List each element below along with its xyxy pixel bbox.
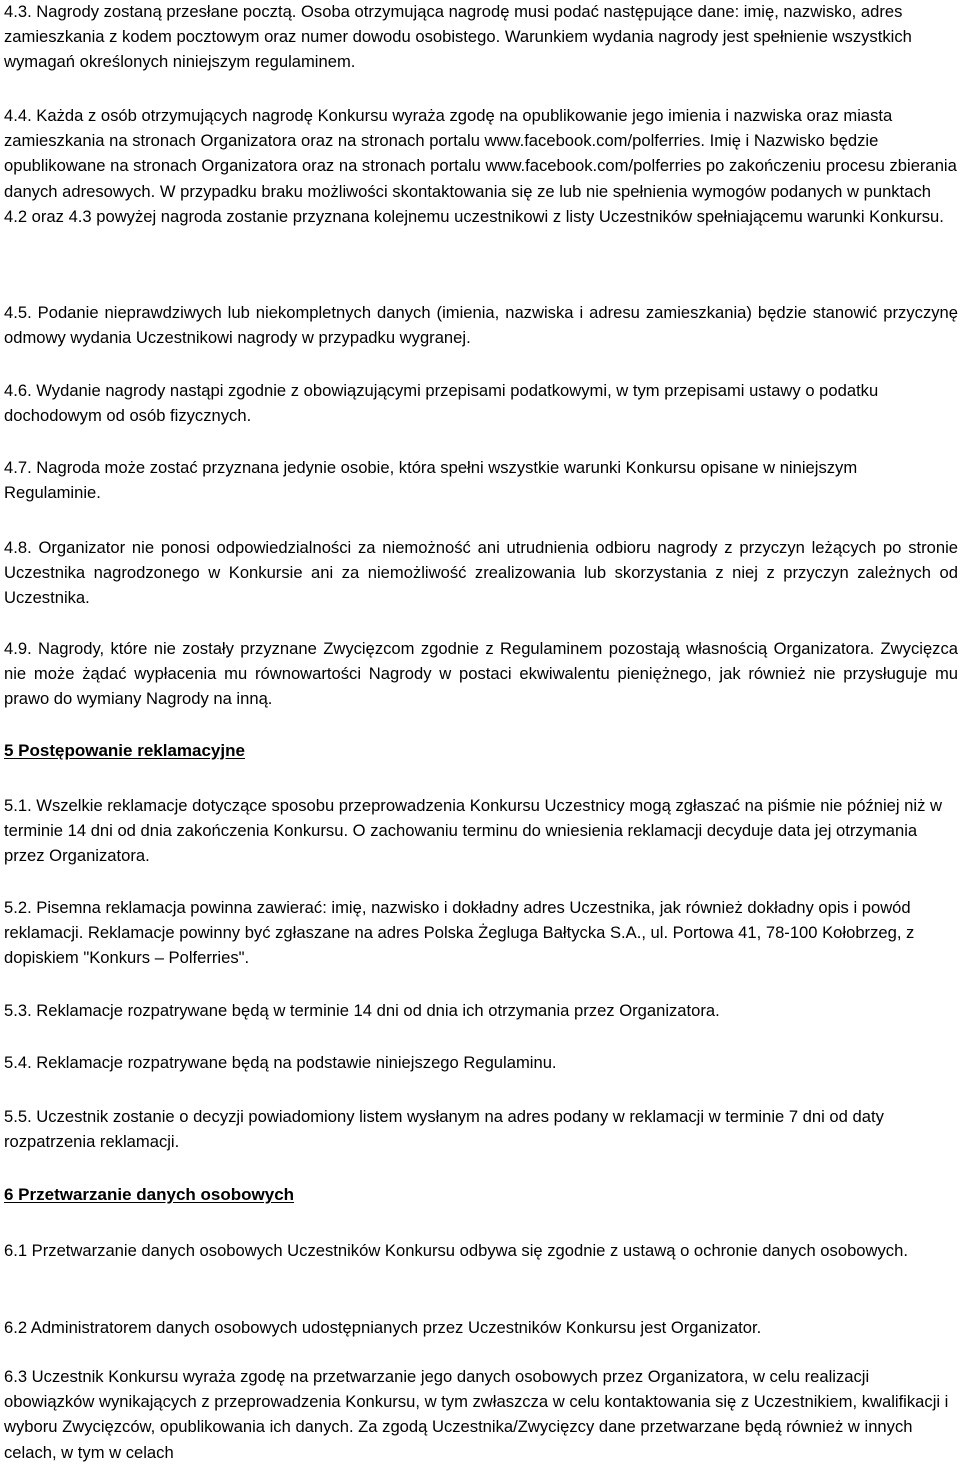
paragraph-6-1: 6.1 Przetwarzanie danych osobowych Uczestników Konkursu odbywa się zgodnie z ustawą o ochronie danych osobowych. [4,1241,908,1260]
section-heading-5: 5 Postępowanie reklamacyjne [4,741,245,760]
paragraph-6-3: 6.3 Uczestnik Konkursu wyraża zgodę na przetwarzanie jego danych osobowych przez Organizatora, w celu realizacji obowiązków wynikających z przeprowadzenia Konkursu, w tym zwłaszcza w celu kontaktowania się z Uczestnikiem, kwalifikacji i wyboru Zwycięzców, opublikowania ich danych. Za zgodą Uczestnika/Zwycięzcy dane przetwarzane będą również w innych celach, w tym w celach [4,1367,949,1462]
paragraph-4-4: 4.4. Każda z osób otrzymujących nagrodę Konkursu wyraża zgodę na opublikowanie jego imienia i nazwiska oraz miasta zamieszkania na stronach Organizatora oraz na stronach portalu www.facebook.com/polferries. Imię i Nazwisko będzie opublikowane na stronach Organizatora oraz na stronach portalu www.facebook.com/polferries po zakończeniu procesu zbierania danych adresowych. W przypadku braku możliwości skontaktowania się ze lub nie spełnienia wymogów podanych w punktach 4.2 oraz 4.3 powyżej nagroda zostanie przyznana kolejnemu uczestnikowi z listy Uczestników spełniającemu warunki Konkursu. [4,106,957,226]
paragraph-5-5: 5.5. Uczestnik zostanie o decyzji powiadomiony listem wysłanym na adres podany w reklamacji w terminie 7 dni od daty rozpatrzenia reklamacji. [4,1107,884,1152]
section-heading-6: 6 Przetwarzanie danych osobowych [4,1185,295,1204]
paragraph-5-3: 5.3. Reklamacje rozpatrywane będą w terminie 14 dni od dnia ich otrzymania przez Organizatora. [4,1001,720,1020]
paragraph-4-8: 4.8. Organizator nie ponosi odpowiedzialności za niemożność ani utrudnienia odbioru nagrody z przyczyn leżących po stronie Uczestnika nagrodzonego w Konkursie ani za niemożliwość zrealizowania lub skorzystania z niej z przyczyn zależnych od Uczestnika. [4,538,958,608]
paragraph-4-9: 4.9. Nagrody, które nie zostały przyznane Zwycięzcom zgodnie z Regulaminem pozostają własnością Organizatora. Zwycięzca nie może żądać wypłacenia mu równowartości Nagrody w postaci ekwiwalentu pieniężnego, jak również nie przysługuje mu prawo do wymiany Nagrody na inną. [4,639,958,709]
paragraph-5-1: 5.1. Wszelkie reklamacje dotyczące sposobu przeprowadzenia Konkursu Uczestnicy mogą zgłaszać na piśmie nie później niż w terminie 14 dni od dnia zakończenia Konkursu. O zachowaniu terminu do wniesienia reklamacji decyduje data jej otrzymania przez Organizatora. [4,796,942,866]
paragraph-5-2: 5.2. Pisemna reklamacja powinna zawierać: imię, nazwisko i dokładny adres Uczestnika, jak również dokładny opis i powód reklamacji. Reklamacje powinny być zgłaszane na adres Polska Żegluga Bałtycka S.A., ul. Portowa 41, 78-100 Kołobrzeg, z dopiskiem "Konkurs – Polferries". [4,898,915,968]
paragraph-5-4: 5.4. Reklamacje rozpatrywane będą na podstawie niniejszego Regulaminu. [4,1053,557,1072]
paragraph-4-5: 4.5. Podanie nieprawdziwych lub niekompletnych danych (imienia, nazwiska i adresu zamieszkania) będzie stanowić przyczynę odmowy wydania Uczestnikowi nagrody w przypadku wygranej. [4,303,958,348]
paragraph-4-7: 4.7. Nagroda może zostać przyznana jedynie osobie, która spełni wszystkie warunki Konkursu opisane w niniejszym Regulaminie. [4,458,858,503]
paragraph-4-6: 4.6. Wydanie nagrody nastąpi zgodnie z obowiązującymi przepisami podatkowymi, w tym przepisami ustawy o podatku dochodowym od osób fizycznych. [4,381,879,426]
paragraph-6-2: 6.2 Administratorem danych osobowych udostępnianych przez Uczestników Konkursu jest Organizator. [4,1318,762,1337]
paragraph-4-3: 4.3. Nagrody zostaną przesłane pocztą. Osoba otrzymująca nagrodę musi podać następujące dane: imię, nazwisko, adres zamieszkania z kodem pocztowym oraz numer dowodu osobistego. Warunkiem wydania nagrody jest spełnienie wszystkich wymagań określonych niniejszym regulaminem. [4,2,912,72]
